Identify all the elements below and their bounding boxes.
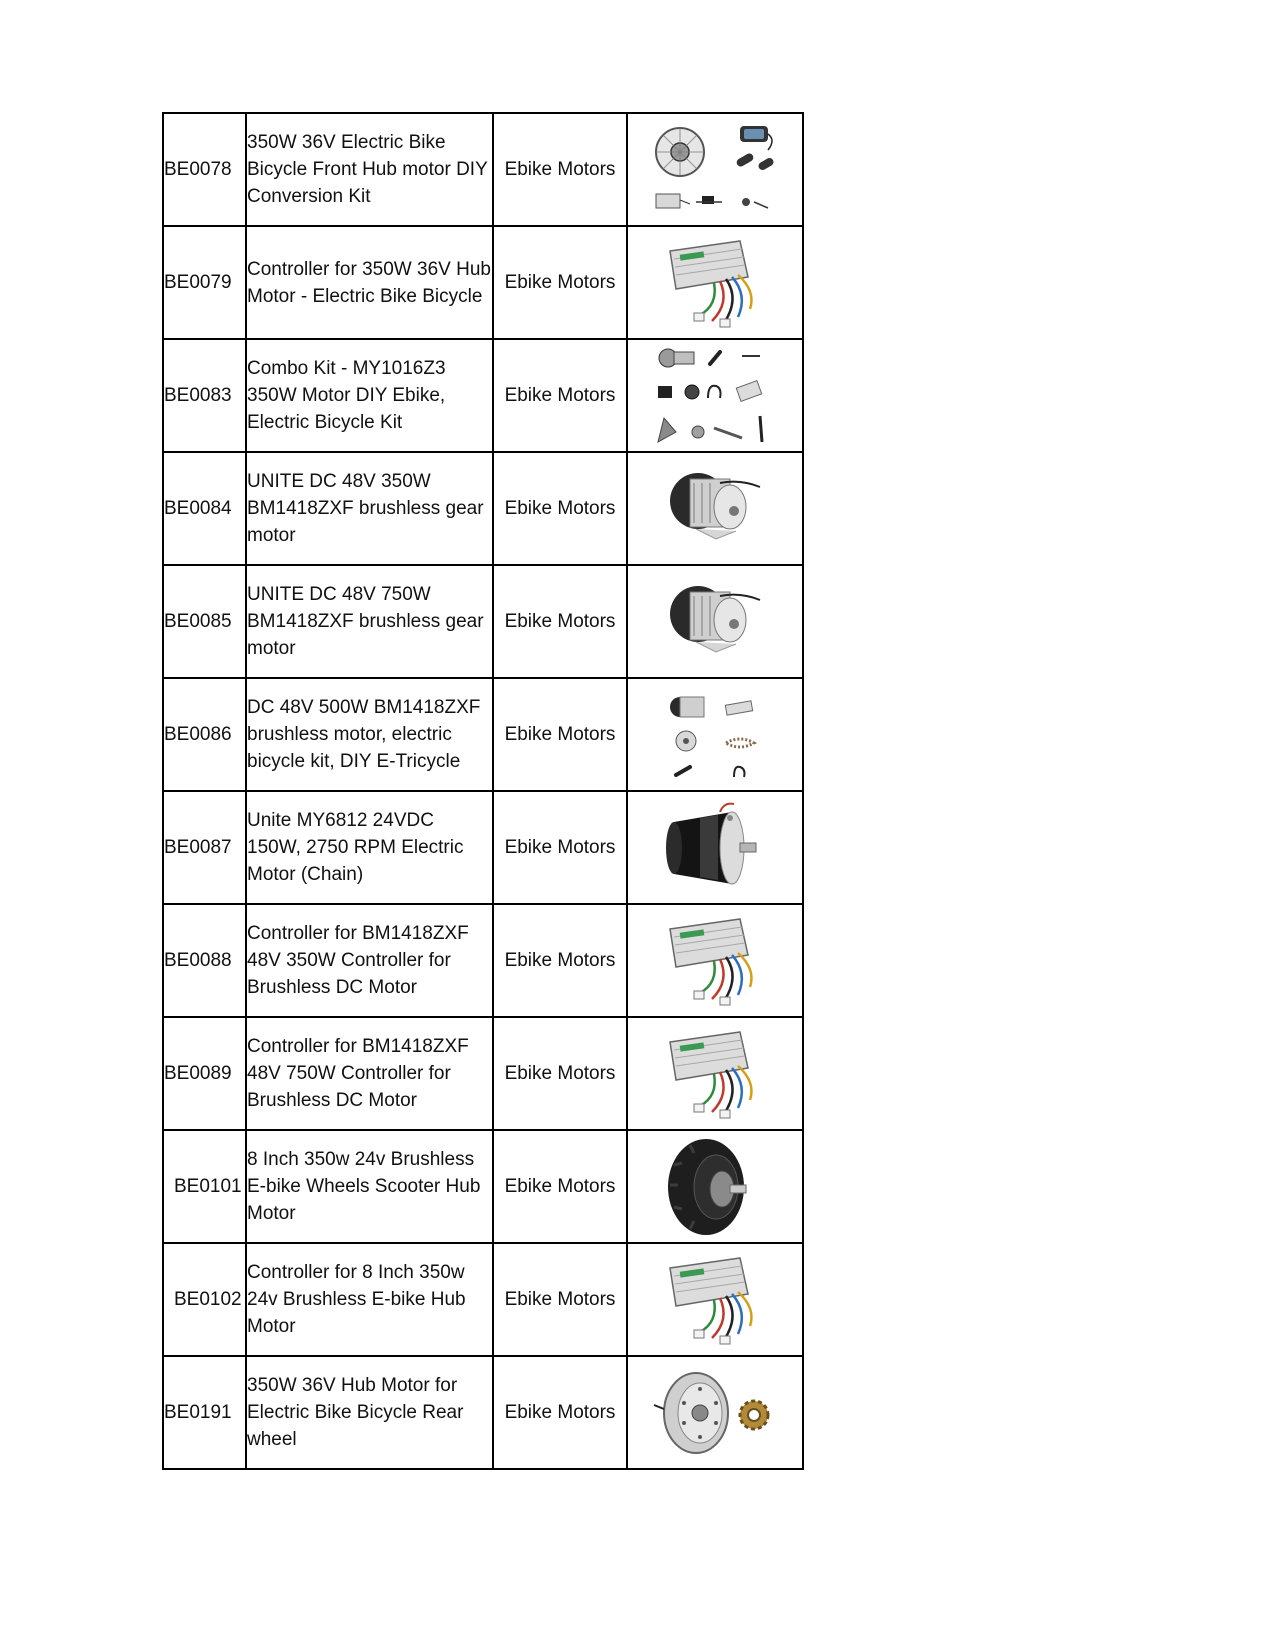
product-category: Ebike Motors [493, 1243, 627, 1356]
product-category: Ebike Motors [493, 904, 627, 1017]
dc-motor-icon [660, 798, 770, 898]
product-category: Ebike Motors [493, 678, 627, 791]
product-code: BE0101 [163, 1130, 246, 1243]
product-category: Ebike Motors [493, 1017, 627, 1130]
product-category: Ebike Motors [493, 791, 627, 904]
product-category: Ebike Motors [493, 1130, 627, 1243]
product-description: Controller for 8 Inch 350w 24v Brushless E-bike Hub Motor [247, 1262, 466, 1337]
product-code: BE0078 [163, 113, 246, 226]
product-description: 350W 36V Electric Bike Bicycle Front Hub motor DIY Conversion Kit [247, 132, 488, 207]
product-description: Unite MY6812 24VDC 150W, 2750 RPM Electric Motor (Chain) [247, 810, 464, 885]
table-row [163, 452, 803, 565]
table-row [163, 226, 803, 339]
table-row [163, 904, 803, 1017]
controller-icon [660, 911, 770, 1011]
product-description: 8 Inch 350w 24v Brushless E-bike Wheels Scooter Hub Motor [247, 1149, 481, 1224]
product-code: BE0191 [163, 1356, 246, 1469]
table-row [163, 791, 803, 904]
product-description: DC 48V 500W BM1418ZXF brushless motor, electric bicycle kit, DIY E-Tricycle [247, 697, 481, 772]
product-table [162, 112, 804, 1470]
table-row [163, 113, 803, 226]
product-category: Ebike Motors [493, 565, 627, 678]
product-description: Controller for BM1418ZXF 48V 750W Controller for Brushless DC Motor [247, 1036, 469, 1111]
product-code: BE0086 [163, 678, 246, 791]
table-row [163, 1243, 803, 1356]
controller-icon [660, 233, 770, 333]
product-code: BE0085 [163, 565, 246, 678]
table-row [163, 1130, 803, 1243]
rear-hub-motor-icon [650, 1363, 780, 1463]
product-code: BE0089 [163, 1017, 246, 1130]
product-category: Ebike Motors [493, 1356, 627, 1469]
gear-motor-icon [660, 572, 770, 672]
product-description: Controller for 350W 36V Hub Motor - Electric Bike Bicycle [247, 258, 491, 307]
table-row [163, 1356, 803, 1469]
product-code: BE0087 [163, 791, 246, 904]
controller-icon [660, 1250, 770, 1350]
tricycle-kit-icon [660, 685, 770, 785]
table-row [163, 339, 803, 452]
table-row [163, 565, 803, 678]
table-row [163, 678, 803, 791]
product-code: BE0088 [163, 904, 246, 1017]
product-category: Ebike Motors [493, 339, 627, 452]
product-code: BE0084 [163, 452, 246, 565]
product-category: Ebike Motors [493, 113, 627, 226]
product-code: BE0102 [163, 1243, 246, 1356]
gear-motor-icon [660, 459, 770, 559]
product-category: Ebike Motors [493, 452, 627, 565]
product-description: Combo Kit - MY1016Z3 350W Motor DIY Ebike, Electric Bicycle Kit [247, 358, 446, 433]
table-row [163, 1017, 803, 1130]
product-category: Ebike Motors [493, 226, 627, 339]
product-description: UNITE DC 48V 350W BM1418ZXF brushless gear motor [247, 471, 484, 546]
controller-icon [660, 1024, 770, 1124]
product-code: BE0083 [163, 339, 246, 452]
hub-motor-kit-icon [650, 120, 780, 220]
product-description: 350W 36V Hub Motor for Electric Bike Bicycle Rear wheel [247, 1375, 464, 1450]
product-description: UNITE DC 48V 750W BM1418ZXF brushless gear motor [247, 584, 484, 659]
wheel-hub-motor-icon [660, 1135, 770, 1239]
product-code: BE0079 [163, 226, 246, 339]
combo-kit-icon [650, 344, 780, 448]
product-description: Controller for BM1418ZXF 48V 350W Controller for Brushless DC Motor [247, 923, 469, 998]
